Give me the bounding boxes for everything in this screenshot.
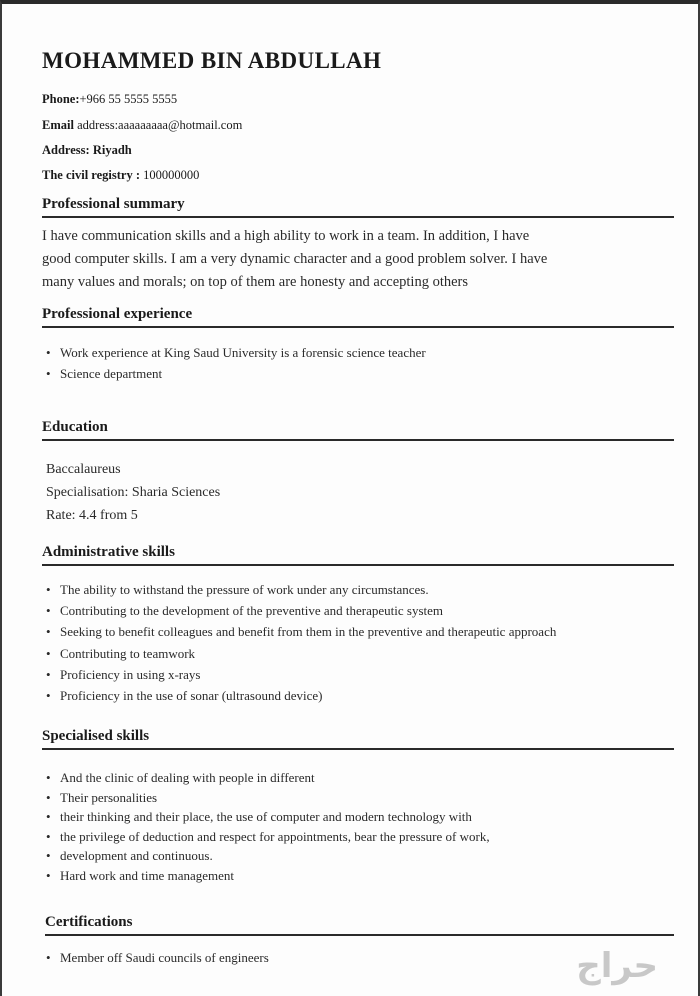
education-specialisation: Specialisation: Sharia Sciences <box>46 485 221 500</box>
resume-name: MOHAMMED BIN ABDULLAH <box>42 48 382 73</box>
specialised-heading: Specialised skills <box>42 728 674 750</box>
list-item: • the privilege of deduction and respect for appointments, bear the pressure of work, <box>42 827 674 847</box>
list-item: • Work experience at King Saud University is a forensic science teacher <box>42 342 674 363</box>
list-item: • And the clinic of dealing with people in different <box>42 768 674 788</box>
education-rate: Rate: 4.4 from 5 <box>46 508 138 523</box>
civil-registry-label: The civil registry : <box>42 168 141 182</box>
watermark-logo: حراج <box>576 946 658 986</box>
education-degree: Baccalaureus <box>46 462 121 477</box>
summary-line: good computer skills. I am a very dynamic character and a good problem solver. I have <box>42 251 548 267</box>
address-label: Address: <box>42 143 90 157</box>
administrative-heading: Administrative skills <box>42 544 674 566</box>
certifications-heading: Certifications <box>45 914 674 936</box>
list-item: • The ability to withstand the pressure of work under any circumstances. <box>42 579 674 600</box>
address-value: Riyadh <box>92 143 132 157</box>
experience-list <box>42 342 674 384</box>
administrative-list <box>42 579 674 706</box>
education-heading: Education <box>42 419 674 441</box>
list-item: • Seeking to benefit colleagues and benefit from them in the preventive and therapeutic approach <box>42 621 674 642</box>
civil-registry-line <box>42 168 199 183</box>
summary-line: I have communication skills and a high ability to work in a team. In addition, I have <box>42 228 530 244</box>
list-item: • Science department <box>42 363 674 384</box>
email-label: Email <box>42 118 74 132</box>
summary-text <box>42 225 674 294</box>
civil-registry-value: 100000000 <box>143 168 200 182</box>
list-item: • Proficiency in using x-rays <box>42 664 674 685</box>
list-item: • Contributing to teamwork <box>42 643 674 664</box>
summary-line: many values and morals; on top of them are honesty and accepting others <box>42 274 469 290</box>
list-item: • Proficiency in the use of sonar (ultrasound device) <box>42 685 674 706</box>
experience-heading: Professional experience <box>42 306 674 328</box>
specialised-list <box>42 768 674 886</box>
email-line <box>42 118 242 133</box>
phone-label: Phone: <box>42 92 80 106</box>
phone-value: +966 55 5555 5555 <box>79 92 178 106</box>
phone-line <box>42 92 177 107</box>
summary-heading: Professional summary <box>42 196 674 218</box>
list-item: • their thinking and their place, the use of computer and modern technology with <box>42 807 674 827</box>
list-item: • Their personalities <box>42 788 674 808</box>
email-value[interactable]: address:aaaaaaaaa@hotmail.com <box>77 118 243 132</box>
list-item: • Hard work and time management <box>42 866 674 886</box>
list-item: • Member off Saudi councils of engineers <box>42 948 674 968</box>
address-line <box>42 143 132 158</box>
list-item: • Contributing to the development of the preventive and therapeutic system <box>42 600 674 621</box>
list-item: • development and continuous. <box>42 846 674 866</box>
